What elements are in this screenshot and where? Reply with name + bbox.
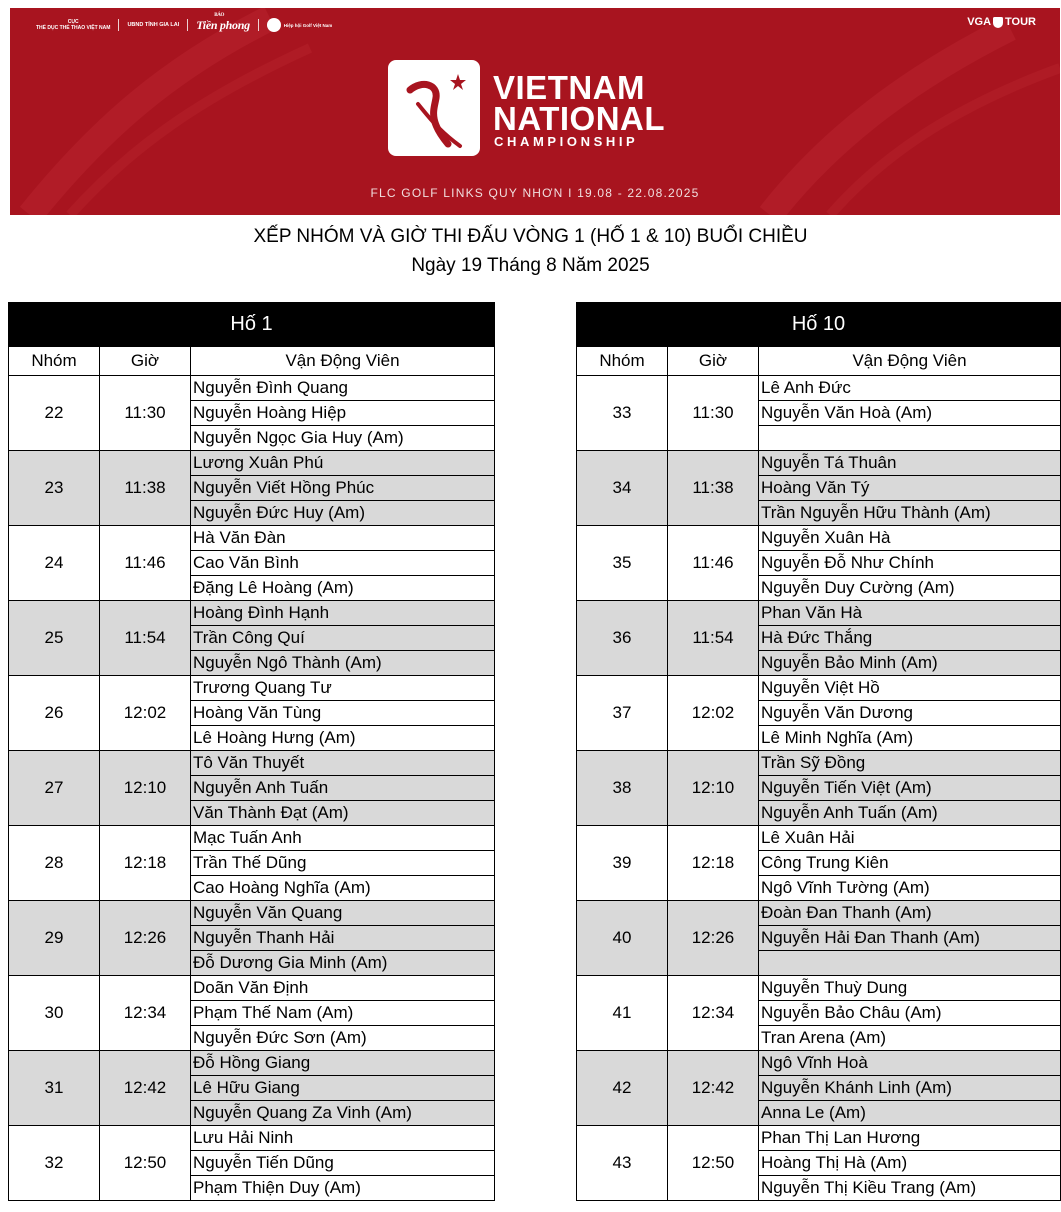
player-name: Ngô Vĩnh Tường (Am): [759, 876, 1061, 901]
player-name: Nguyễn Tiến Việt (Am): [759, 776, 1061, 801]
player-name: Trần Công Quí: [191, 626, 495, 651]
tee-time: 12:10: [668, 751, 759, 826]
tee-time: 11:38: [100, 451, 191, 526]
player-name: Nguyễn Đình Quang: [191, 376, 495, 401]
player-name: Nguyễn Xuân Hà: [759, 526, 1061, 551]
table-row: [9, 376, 495, 401]
player-name: Đỗ Hồng Giang: [191, 1051, 495, 1076]
tee-time: 11:54: [100, 601, 191, 676]
table-row: [9, 601, 495, 626]
player-name: Lê Xuân Hải: [759, 826, 1061, 851]
player-name: Đoàn Đan Thanh (Am): [759, 901, 1061, 926]
player-name: Nguyễn Đức Huy (Am): [191, 501, 495, 526]
group-number: 41: [577, 976, 668, 1051]
page-date: Ngày 19 Tháng 8 Năm 2025: [411, 255, 650, 276]
player-name: Nguyễn Văn Hoà (Am): [759, 401, 1061, 426]
player-name: Đỗ Dương Gia Minh (Am): [191, 951, 495, 976]
player-name: Anna Le (Am): [759, 1101, 1061, 1126]
tee-time: 12:42: [100, 1051, 191, 1126]
table-row: [577, 601, 1061, 626]
tee-time: 12:26: [668, 901, 759, 976]
player-name: Nguyễn Văn Dương: [759, 701, 1061, 726]
player-name: Nguyễn Ngọc Gia Huy (Am): [191, 426, 495, 451]
tee-time: 12:02: [100, 676, 191, 751]
player-name: Văn Thành Đạt (Am): [191, 801, 495, 826]
sponsor-logos: [36, 14, 332, 36]
tee-time: 11:30: [668, 376, 759, 451]
hole-10-header: Hố 10: [577, 303, 1061, 347]
table-row: [9, 901, 495, 926]
player-name: Nguyễn Hoàng Hiệp: [191, 401, 495, 426]
player-name: Lê Anh Đức: [759, 376, 1061, 401]
player-name: Hà Đức Thắng: [759, 626, 1061, 651]
tee-time: 12:34: [100, 976, 191, 1051]
player-name: Công Trung Kiên: [759, 851, 1061, 876]
player-name: Ngô Vĩnh Hoà: [759, 1051, 1061, 1076]
tee-time: 12:02: [668, 676, 759, 751]
table-row: [577, 676, 1061, 701]
table-row: [577, 526, 1061, 551]
tee-time: 12:26: [100, 901, 191, 976]
tee-time: 12:42: [668, 1051, 759, 1126]
hiep-hoi-golf-text: Hiệp hội Golf Việt Nam: [283, 22, 333, 28]
player-name: Phan Thị Lan Hương: [759, 1126, 1061, 1151]
table-row: [9, 1051, 495, 1076]
cuc-tdtt-logo: [36, 19, 110, 31]
player-name: Doãn Văn Định: [191, 976, 495, 1001]
player-name: Nguyễn Thanh Hải: [191, 926, 495, 951]
player-name: Nguyễn Thuỳ Dung: [759, 976, 1061, 1001]
player-name: Nguyễn Đức Sơn (Am): [191, 1026, 495, 1051]
vga-tour-logo: [967, 16, 1036, 28]
player-name: Nguyễn Duy Cường (Am): [759, 576, 1061, 601]
tien-phong-bao: BÁO: [214, 12, 225, 18]
column-header-time: Giờ: [100, 347, 191, 376]
player-name: Nguyễn Việt Hồ: [759, 676, 1061, 701]
wordmark-championship: CHAMPIONSHIP: [494, 134, 639, 149]
tee-time: 11:30: [100, 376, 191, 451]
group-number: 23: [9, 451, 100, 526]
table-row: [577, 976, 1061, 1001]
event-venue-dates: FLC GOLF LINKS QUY NHƠN I 19.08 - 22.08.2025: [370, 186, 700, 200]
player-name: Nguyễn Tiến Dũng: [191, 1151, 495, 1176]
player-name: Tran Arena (Am): [759, 1026, 1061, 1051]
player-name: Hoàng Đình Hạnh: [191, 601, 495, 626]
table-row: [577, 376, 1061, 401]
tien-phong-logo: [196, 12, 250, 33]
tee-time: 12:50: [100, 1126, 191, 1201]
player-name: Trần Sỹ Đồng: [759, 751, 1061, 776]
tee-time: 12:10: [100, 751, 191, 826]
tien-phong-name: Tiền phong: [196, 17, 250, 32]
group-number: 22: [9, 376, 100, 451]
tee-time: 12:50: [668, 1126, 759, 1201]
player-name: Nguyễn Anh Tuấn: [191, 776, 495, 801]
golfer-swing-icon: [388, 60, 480, 156]
group-number: 33: [577, 376, 668, 451]
table-row: [9, 976, 495, 1001]
championship-wordmark: [493, 69, 666, 150]
page-title: XẾP NHÓM VÀ GIỜ THI ĐẤU VÒNG 1 (HỐ 1 & 10) BUỔI CHIỀU: [253, 226, 808, 247]
player-name: Phạm Thiện Duy (Am): [191, 1176, 495, 1201]
column-header-players: Vận Động Viên: [191, 347, 495, 376]
player-name: [759, 426, 1061, 451]
tour-text: TOUR: [1005, 16, 1036, 28]
group-number: 28: [9, 826, 100, 901]
tee-time: 11:38: [668, 451, 759, 526]
group-number: 43: [577, 1126, 668, 1201]
group-number: 25: [9, 601, 100, 676]
table-row: [9, 526, 495, 551]
hiep-hoi-golf-logo: [267, 18, 332, 32]
sponsor-divider: [118, 19, 119, 31]
sponsor-divider: [187, 19, 188, 31]
player-name: Phan Văn Hà: [759, 601, 1061, 626]
player-name: Lương Xuân Phú: [191, 451, 495, 476]
column-header-group: Nhóm: [9, 347, 100, 376]
wordmark-national: NATIONAL: [493, 100, 666, 137]
championship-emblem: [388, 60, 480, 156]
player-name: [759, 951, 1061, 976]
table-row: [577, 1126, 1061, 1151]
player-name: Nguyễn Viết Hồng Phúc: [191, 476, 495, 501]
player-name: Nguyễn Đỗ Như Chính: [759, 551, 1061, 576]
player-name: Phạm Thế Nam (Am): [191, 1001, 495, 1026]
group-number: 32: [9, 1126, 100, 1201]
table-row: [9, 1126, 495, 1151]
group-number: 36: [577, 601, 668, 676]
cuc-logo-bottom: THỂ DỤC THỂ THAO VIỆT NAM: [36, 25, 111, 31]
player-name: Trần Nguyễn Hữu Thành (Am): [759, 501, 1061, 526]
player-name: Nguyễn Bảo Minh (Am): [759, 651, 1061, 676]
player-name: Nguyễn Anh Tuấn (Am): [759, 801, 1061, 826]
hole-1-schedule-table: [8, 302, 495, 1201]
tee-time: 11:46: [100, 526, 191, 601]
group-number: 42: [577, 1051, 668, 1126]
player-name: Cao Văn Bình: [191, 551, 495, 576]
player-name: Hoàng Văn Tùng: [191, 701, 495, 726]
player-name: Lê Hoàng Hưng (Am): [191, 726, 495, 751]
table-row: [577, 751, 1061, 776]
table-row: [577, 901, 1061, 926]
golf-association-icon: [267, 18, 281, 32]
group-number: 34: [577, 451, 668, 526]
player-name: Trương Quang Tư: [191, 676, 495, 701]
table-row: [577, 451, 1061, 476]
table-row: [577, 826, 1061, 851]
player-name: Tô Văn Thuyết: [191, 751, 495, 776]
player-name: Hoàng Văn Tý: [759, 476, 1061, 501]
vga-text: VGA: [967, 16, 992, 28]
player-name: Lê Minh Nghĩa (Am): [759, 726, 1061, 751]
group-number: 35: [577, 526, 668, 601]
group-number: 27: [9, 751, 100, 826]
column-header-players: Vận Động Viên: [759, 347, 1061, 376]
column-header-time: Giờ: [668, 347, 759, 376]
hole-10-schedule-table: [576, 302, 1061, 1201]
player-name: Hà Văn Đàn: [191, 526, 495, 551]
table-row: [9, 751, 495, 776]
player-name: Nguyễn Thị Kiều Trang (Am): [759, 1176, 1061, 1201]
tee-time: 11:54: [668, 601, 759, 676]
player-name: Nguyễn Quang Za Vinh (Am): [191, 1101, 495, 1126]
group-number: 31: [9, 1051, 100, 1126]
player-name: Lê Hữu Giang: [191, 1076, 495, 1101]
group-number: 38: [577, 751, 668, 826]
group-number: 37: [577, 676, 668, 751]
player-name: Mạc Tuấn Anh: [191, 826, 495, 851]
column-header-group: Nhóm: [577, 347, 668, 376]
player-name: Nguyễn Khánh Linh (Am): [759, 1076, 1061, 1101]
player-name: Đặng Lê Hoàng (Am): [191, 576, 495, 601]
group-number: 30: [9, 976, 100, 1051]
group-number: 40: [577, 901, 668, 976]
group-number: 29: [9, 901, 100, 976]
player-name: Nguyễn Bảo Châu (Am): [759, 1001, 1061, 1026]
tee-time: 12:18: [100, 826, 191, 901]
event-banner: [10, 8, 1060, 215]
player-name: Cao Hoàng Nghĩa (Am): [191, 876, 495, 901]
sponsor-divider: [258, 19, 259, 31]
player-name: Lưu Hải Ninh: [191, 1126, 495, 1151]
player-name: Nguyễn Tá Thuân: [759, 451, 1061, 476]
player-name: Nguyễn Ngô Thành (Am): [191, 651, 495, 676]
tee-time: 11:46: [668, 526, 759, 601]
table-row: [9, 676, 495, 701]
group-number: 24: [9, 526, 100, 601]
wordmark-vietnam: VIETNAM: [493, 69, 645, 106]
hole-1-header: Hố 1: [9, 303, 495, 347]
tee-time: 12:18: [668, 826, 759, 901]
table-row: [9, 826, 495, 851]
cuc-logo-top: CỤC: [67, 19, 79, 25]
table-row: [577, 1051, 1061, 1076]
player-name: Trần Thế Dũng: [191, 851, 495, 876]
player-name: Nguyễn Hải Đan Thanh (Am): [759, 926, 1061, 951]
vga-shield-icon: [993, 17, 1003, 28]
group-number: 26: [9, 676, 100, 751]
ubnd-gia-lai-logo: UBND TỈNH GIA LAI: [127, 22, 180, 28]
player-name: Nguyễn Văn Quang: [191, 901, 495, 926]
group-number: 39: [577, 826, 668, 901]
table-row: [9, 451, 495, 476]
player-name: Hoàng Thị Hà (Am): [759, 1151, 1061, 1176]
tee-time: 12:34: [668, 976, 759, 1051]
